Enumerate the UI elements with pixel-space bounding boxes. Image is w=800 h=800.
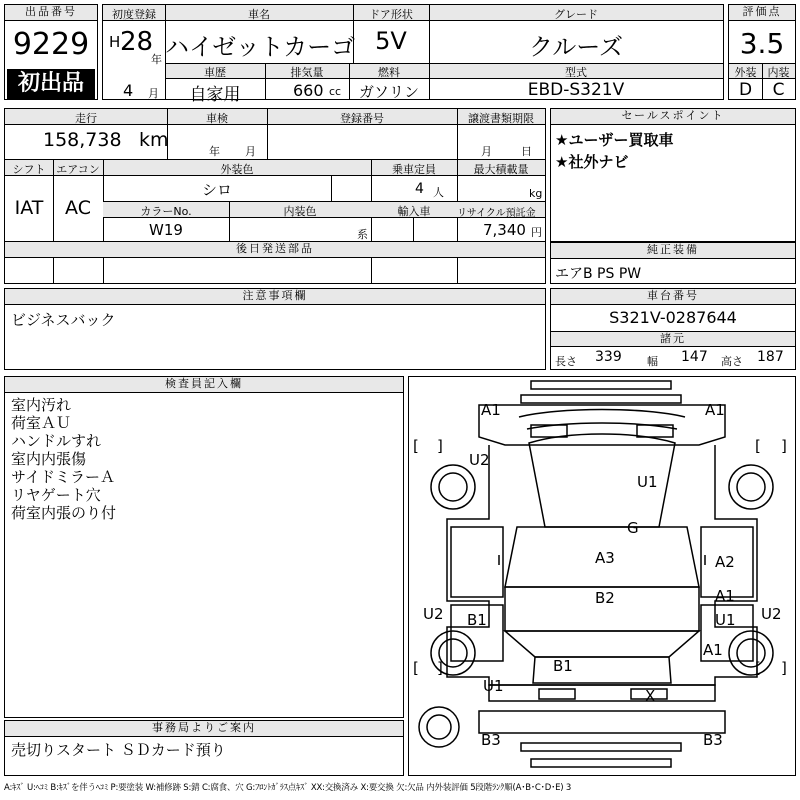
legend-text: A:ｷｽﾞ U:ﾍｺﾐ B:ｷｽﾞを伴うﾍｺﾐ P:要塗装 W:補修跡 S:錆 C:腐食、穴 G:ﾌﾛﾝﾄｶﾞﾗｽ点ｷｽﾞ XX:交換済み X:要交換 欠:欠品 内外装評価 5段階ﾗﾝｸ順(A･B･C･D･E) 3 (4, 783, 572, 793)
chassis-number: S321V-0287644 (609, 308, 737, 327)
specs-label: 諸元 (551, 331, 795, 347)
inspector-line-7: 荷室内張のり付 (11, 504, 117, 522)
office-label: 事務局よりご案内 (5, 721, 403, 737)
first-reg-year-unit: 年 (151, 53, 162, 66)
top-table (102, 4, 724, 105)
model-label: 型式 (565, 66, 587, 79)
mark-u1-rear: U1 (483, 677, 504, 695)
history-label: 車歴 (204, 66, 226, 79)
shift-label: シフト (12, 163, 46, 176)
recycle-unit: 円 (531, 226, 542, 239)
car-name: ハイゼットカーゴ (165, 33, 356, 61)
door-label: ドア形状 (369, 8, 413, 21)
score-value: 3.5 (739, 27, 785, 60)
shift: IAT (14, 197, 44, 219)
mileage-label: 走行 (75, 112, 97, 125)
rear-bumper (479, 711, 725, 733)
inspector-line-5: サイドミラーＡ (11, 468, 115, 486)
grade-label: グレード (554, 8, 598, 21)
length: 339 (595, 349, 622, 365)
capacity-unit: 人 (433, 186, 444, 199)
hood-line (527, 423, 677, 429)
mark-a1-right-rear: A1 (703, 641, 723, 659)
mark-a1-right: A1 (715, 587, 735, 605)
recycle-label: リサイクル預託金 (457, 208, 536, 219)
first-reg-era: H (109, 33, 121, 51)
rear-step (531, 759, 671, 767)
mark-u2-left-front: U2 (469, 451, 490, 469)
fuel: ガソリン (358, 83, 419, 101)
ac: AC (65, 197, 91, 219)
front-bumper-bottom (521, 395, 681, 403)
damage-diagram (408, 376, 796, 776)
first-reg-label: 初度登録 (112, 8, 156, 21)
car-diagram-svg (409, 377, 795, 775)
mark-g: G (627, 519, 639, 537)
inspector-line-1: 室内汚れ (11, 396, 72, 414)
sales-points-box (550, 108, 796, 242)
interior-color-label: 内装色 (283, 205, 317, 218)
front-left-wheel-inner (439, 473, 467, 501)
front-right-wheel (729, 465, 773, 509)
first-listing-badge: 初出品 (7, 69, 95, 99)
inspection-year-unit: 年 (209, 145, 220, 158)
car-name-label: 車名 (248, 8, 270, 21)
history: 自家用 (189, 85, 241, 105)
reg-no-label: 登録番号 (340, 112, 384, 125)
mark-u2-side-right: U2 (761, 605, 782, 623)
ac-label: エアコン (56, 163, 100, 176)
mark-b3-left: B3 (481, 731, 501, 749)
exterior-color-label: 外装色 (220, 163, 254, 176)
equipment-label: 純正装備 (551, 243, 795, 259)
bracket-left-top: [ (413, 437, 419, 455)
inspector-line-2: 荷室ＡＵ (11, 414, 72, 432)
front-left-wheel (431, 465, 475, 509)
bracket-right-bottom: [ (755, 659, 761, 677)
rear-left-lamp (539, 689, 575, 699)
score-label: 評価点 (729, 5, 795, 21)
ext-score: D (738, 80, 753, 100)
height-label: 高さ (721, 355, 743, 368)
front-grille (519, 410, 685, 418)
mark-b3-right: B3 (703, 731, 723, 749)
mark-b2: B2 (595, 589, 615, 607)
front-right-wheel-inner (737, 473, 765, 501)
inspection-month-unit: 月 (245, 145, 256, 158)
mark-a2: A2 (715, 553, 735, 571)
mark-a3: A3 (595, 549, 615, 567)
spare-wheel-inner (427, 715, 451, 739)
width: 147 (681, 349, 708, 365)
height: 187 (757, 349, 784, 365)
mark-u2-side-left: U2 (423, 605, 444, 623)
fuel-label: 燃料 (378, 66, 400, 79)
mark-a1-top-right: A1 (705, 401, 725, 419)
inspection-label: 車検 (206, 112, 228, 125)
length-label: 長さ (555, 355, 577, 368)
left-front-door (451, 527, 503, 597)
notes-box (4, 288, 546, 370)
rear-gate (489, 685, 715, 701)
rear-left-wheel (431, 631, 475, 675)
sales-points-label: セールスポイント (551, 109, 795, 125)
office-box (4, 720, 404, 776)
equipment-box (550, 242, 796, 284)
transfer-label: 譲渡書類期限 (468, 112, 534, 125)
rear-bumper-bottom (521, 743, 681, 751)
mileage: 158,738 (43, 129, 122, 151)
office-value: 売切りスタート ＳＤカード預り (11, 741, 226, 759)
roof-rear (505, 631, 699, 657)
equipment-value: エアB PS PW (555, 266, 642, 282)
sales-point-2: ★社外ナビ (555, 153, 629, 171)
inspector-box (4, 376, 404, 718)
rear-right-wheel (729, 631, 773, 675)
width-label: 幅 (647, 355, 658, 368)
mark-b1-left: B1 (467, 611, 487, 629)
bracket-left-top-close: ] (437, 437, 443, 455)
mileage-unit: km (139, 129, 169, 151)
int-label: 内装 (767, 66, 790, 79)
lot-number: 9229 (12, 27, 90, 62)
displacement-unit: cc (329, 85, 342, 98)
first-reg-month-unit: 月 (148, 87, 159, 100)
color-no: W19 (149, 221, 183, 239)
inspector-line-6: リヤゲート穴 (11, 486, 101, 504)
door-type: 5V (375, 27, 407, 55)
transfer-month-unit: 月 (481, 145, 492, 158)
grade: クルーズ (528, 33, 624, 61)
bracket-right-top-close: ] (781, 437, 787, 455)
sales-point-1: ★ユーザー買取車 (555, 131, 674, 149)
mark-u1-roof: U1 (637, 473, 658, 491)
inspector-line-3: ハンドルすれ (11, 432, 102, 450)
later-parts-label: 後日発送部品 (5, 242, 545, 258)
int-score: C (772, 80, 785, 100)
spare-wheel (419, 707, 459, 747)
capacity-label: 乗車定員 (392, 163, 436, 176)
color-no-label: カラーNo. (140, 205, 192, 218)
first-reg-year: 28 (120, 27, 154, 57)
front-panel (479, 405, 725, 445)
bracket-right-top: [ (755, 437, 761, 455)
interior-color-unit: 系 (357, 228, 368, 241)
mark-x-rear: X (645, 687, 656, 705)
bracket-right-bottom-close: ] (781, 659, 787, 677)
mileage-table (4, 108, 546, 284)
score-box (728, 4, 796, 100)
lot-label: 出品番号 (5, 5, 97, 21)
exterior-color: シロ (201, 181, 232, 199)
transfer-day-unit: 日 (521, 145, 532, 158)
chassis-label: 車台番号 (551, 289, 795, 305)
inspector-label: 検査員記入欄 (5, 377, 403, 393)
mark-u1-right: U1 (715, 611, 736, 629)
rear-right-wheel-inner (737, 639, 765, 667)
lot-box (4, 4, 98, 100)
mark-b1-rear: B1 (553, 657, 573, 675)
rear-left-wheel-inner (439, 639, 467, 667)
first-reg-month: 4 (123, 81, 134, 100)
notes-label: 注意事項欄 (5, 289, 545, 305)
max-load-unit: kg (529, 187, 543, 200)
front-bumper-top (531, 381, 671, 389)
displacement-label: 排気量 (290, 66, 324, 79)
model: EBD-S321V (527, 80, 625, 100)
bracket-left-bottom-close: ] (437, 659, 443, 677)
mark-a1-top-left: A1 (481, 401, 501, 419)
bracket-left-bottom: [ (413, 659, 419, 677)
import-label: 輸入車 (397, 205, 431, 218)
max-load-label: 最大積載量 (473, 163, 529, 176)
inspector-line-4: 室内内張傷 (11, 450, 87, 468)
displacement: 660 (293, 81, 324, 100)
notes-value: ビジネスバック (11, 311, 116, 329)
recycle-fee: 7,340 (483, 221, 526, 239)
ext-label: 外装 (734, 66, 757, 79)
capacity: 4 (415, 181, 424, 197)
chassis-box (550, 288, 796, 370)
